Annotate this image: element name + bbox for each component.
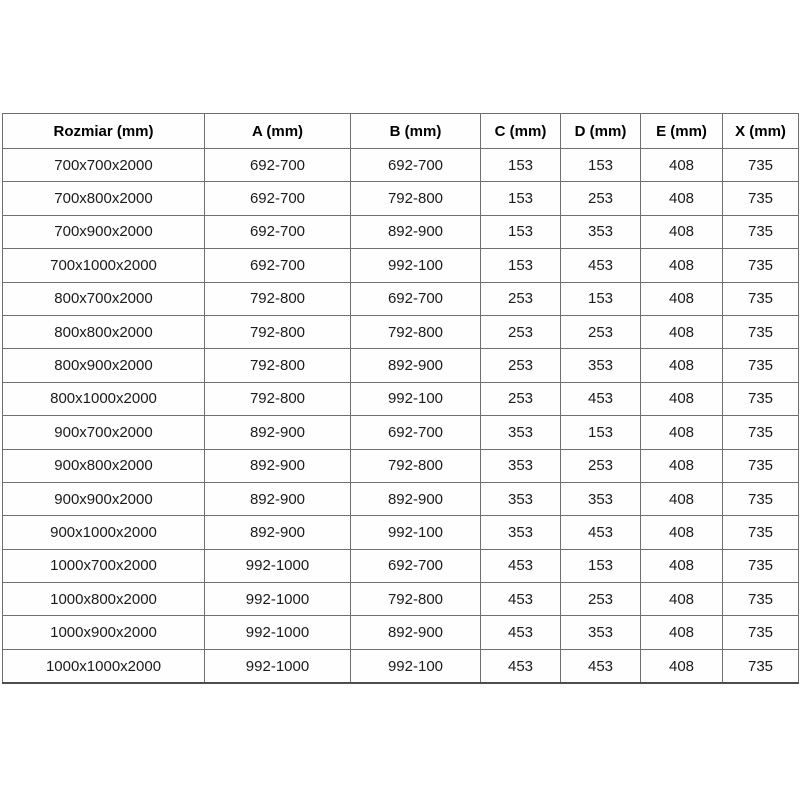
table-cell: 992-1000: [205, 649, 351, 683]
table-cell: 735: [723, 215, 799, 248]
table-cell: 692-700: [205, 215, 351, 248]
table-cell: 692-700: [205, 149, 351, 182]
table-cell: 453: [481, 649, 561, 683]
table-cell: 900x800x2000: [3, 449, 205, 482]
table-cell: 735: [723, 616, 799, 649]
table-cell: 735: [723, 416, 799, 449]
table-cell: 992-1000: [205, 583, 351, 616]
table-cell: 735: [723, 249, 799, 282]
table-cell: 892-900: [351, 215, 481, 248]
table-cell: 1000x1000x2000: [3, 649, 205, 683]
table-cell: 800x700x2000: [3, 282, 205, 315]
table-cell: 453: [481, 583, 561, 616]
table-cell: 153: [561, 416, 641, 449]
table-cell: 992-100: [351, 382, 481, 415]
table-cell: 153: [481, 149, 561, 182]
table-cell: 735: [723, 149, 799, 182]
table-cell: 408: [641, 149, 723, 182]
table-cell: 735: [723, 516, 799, 549]
table-cell: 735: [723, 482, 799, 515]
table-cell: 408: [641, 215, 723, 248]
table-cell: 408: [641, 349, 723, 382]
table-cell: 692-700: [351, 282, 481, 315]
table-cell: 892-900: [205, 416, 351, 449]
table-row: [3, 449, 799, 482]
table-cell: 353: [481, 449, 561, 482]
table-cell: 408: [641, 649, 723, 683]
table-cell: 735: [723, 349, 799, 382]
table-cell: 453: [561, 382, 641, 415]
table-cell: 408: [641, 249, 723, 282]
table-cell: 408: [641, 282, 723, 315]
table-row: [3, 249, 799, 282]
table-cell: 735: [723, 649, 799, 683]
table-cell: 692-700: [205, 249, 351, 282]
table-cell: 353: [561, 482, 641, 515]
table-cell: 992-100: [351, 249, 481, 282]
table-cell: 700x1000x2000: [3, 249, 205, 282]
table-cell: 408: [641, 416, 723, 449]
table-cell: 408: [641, 516, 723, 549]
table-cell: 453: [561, 516, 641, 549]
table-cell: 408: [641, 482, 723, 515]
table-row: [3, 282, 799, 315]
table-cell: 153: [481, 249, 561, 282]
table-cell: 353: [561, 349, 641, 382]
table-row: [3, 382, 799, 415]
table-cell: 253: [481, 382, 561, 415]
table-cell: 408: [641, 449, 723, 482]
table-header-row: [3, 114, 799, 149]
table-cell: 892-900: [351, 482, 481, 515]
table-cell: 792-800: [351, 449, 481, 482]
table-row: [3, 349, 799, 382]
table-cell: 992-100: [351, 516, 481, 549]
table-row: [3, 315, 799, 348]
table-cell: 353: [481, 482, 561, 515]
table-cell: 408: [641, 616, 723, 649]
table-cell: 692-700: [205, 182, 351, 215]
table-cell: 353: [481, 416, 561, 449]
table-row: [3, 616, 799, 649]
table-cell: 700x800x2000: [3, 182, 205, 215]
table-cell: 408: [641, 382, 723, 415]
table-row: [3, 215, 799, 248]
table-cell: 800x800x2000: [3, 315, 205, 348]
table-cell: 992-1000: [205, 549, 351, 582]
table-cell: 792-800: [205, 282, 351, 315]
table-cell: 153: [481, 182, 561, 215]
column-header: B (mm): [351, 114, 481, 149]
table-cell: 353: [561, 616, 641, 649]
table-row: [3, 516, 799, 549]
size-table: [2, 113, 799, 684]
table-cell: 992-1000: [205, 616, 351, 649]
table-row: [3, 416, 799, 449]
table-cell: 408: [641, 315, 723, 348]
table-cell: 792-800: [351, 315, 481, 348]
table-cell: 692-700: [351, 549, 481, 582]
column-header: C (mm): [481, 114, 561, 149]
table-cell: 153: [561, 149, 641, 182]
column-header: E (mm): [641, 114, 723, 149]
table-cell: 408: [641, 583, 723, 616]
table-row: [3, 649, 799, 683]
table-cell: 453: [481, 616, 561, 649]
table-cell: 408: [641, 549, 723, 582]
table-cell: 253: [561, 583, 641, 616]
table-cell: 253: [481, 315, 561, 348]
table-cell: 253: [481, 282, 561, 315]
table-cell: 900x900x2000: [3, 482, 205, 515]
table-row: [3, 149, 799, 182]
table-cell: 253: [561, 449, 641, 482]
table-cell: 1000x900x2000: [3, 616, 205, 649]
table-cell: 735: [723, 282, 799, 315]
table-cell: 892-900: [205, 482, 351, 515]
table-cell: 353: [561, 215, 641, 248]
table-cell: 735: [723, 315, 799, 348]
table-cell: 692-700: [351, 416, 481, 449]
table-cell: 735: [723, 449, 799, 482]
table-cell: 453: [481, 549, 561, 582]
table-cell: 892-900: [351, 349, 481, 382]
table-row: [3, 583, 799, 616]
table-row: [3, 482, 799, 515]
column-header: A (mm): [205, 114, 351, 149]
table-cell: 700x900x2000: [3, 215, 205, 248]
column-header: D (mm): [561, 114, 641, 149]
table-cell: 453: [561, 649, 641, 683]
table-cell: 892-900: [205, 516, 351, 549]
table-cell: 892-900: [351, 616, 481, 649]
table-row: [3, 549, 799, 582]
table-header: [3, 114, 799, 149]
table-cell: 735: [723, 549, 799, 582]
table-cell: 792-800: [205, 382, 351, 415]
table-cell: 153: [561, 282, 641, 315]
table-cell: 253: [561, 315, 641, 348]
table-cell: 1000x700x2000: [3, 549, 205, 582]
table-cell: 800x1000x2000: [3, 382, 205, 415]
table-cell: 735: [723, 382, 799, 415]
table-cell: 735: [723, 583, 799, 616]
table-cell: 892-900: [205, 449, 351, 482]
table-cell: 992-100: [351, 649, 481, 683]
table-cell: 253: [481, 349, 561, 382]
table-body: [3, 149, 799, 684]
table-cell: 453: [561, 249, 641, 282]
table-cell: 408: [641, 182, 723, 215]
table-cell: 900x1000x2000: [3, 516, 205, 549]
table-cell: 792-800: [351, 583, 481, 616]
table-cell: 800x900x2000: [3, 349, 205, 382]
table-cell: 1000x800x2000: [3, 583, 205, 616]
column-header: Rozmiar (mm): [3, 114, 205, 149]
table-cell: 153: [481, 215, 561, 248]
table-cell: 792-800: [205, 349, 351, 382]
table-cell: 735: [723, 182, 799, 215]
table-row: [3, 182, 799, 215]
table-cell: 153: [561, 549, 641, 582]
table-cell: 900x700x2000: [3, 416, 205, 449]
table-cell: 792-800: [205, 315, 351, 348]
table-cell: 692-700: [351, 149, 481, 182]
table-cell: 792-800: [351, 182, 481, 215]
table-cell: 353: [481, 516, 561, 549]
table-cell: 253: [561, 182, 641, 215]
column-header: X (mm): [723, 114, 799, 149]
table-cell: 700x700x2000: [3, 149, 205, 182]
